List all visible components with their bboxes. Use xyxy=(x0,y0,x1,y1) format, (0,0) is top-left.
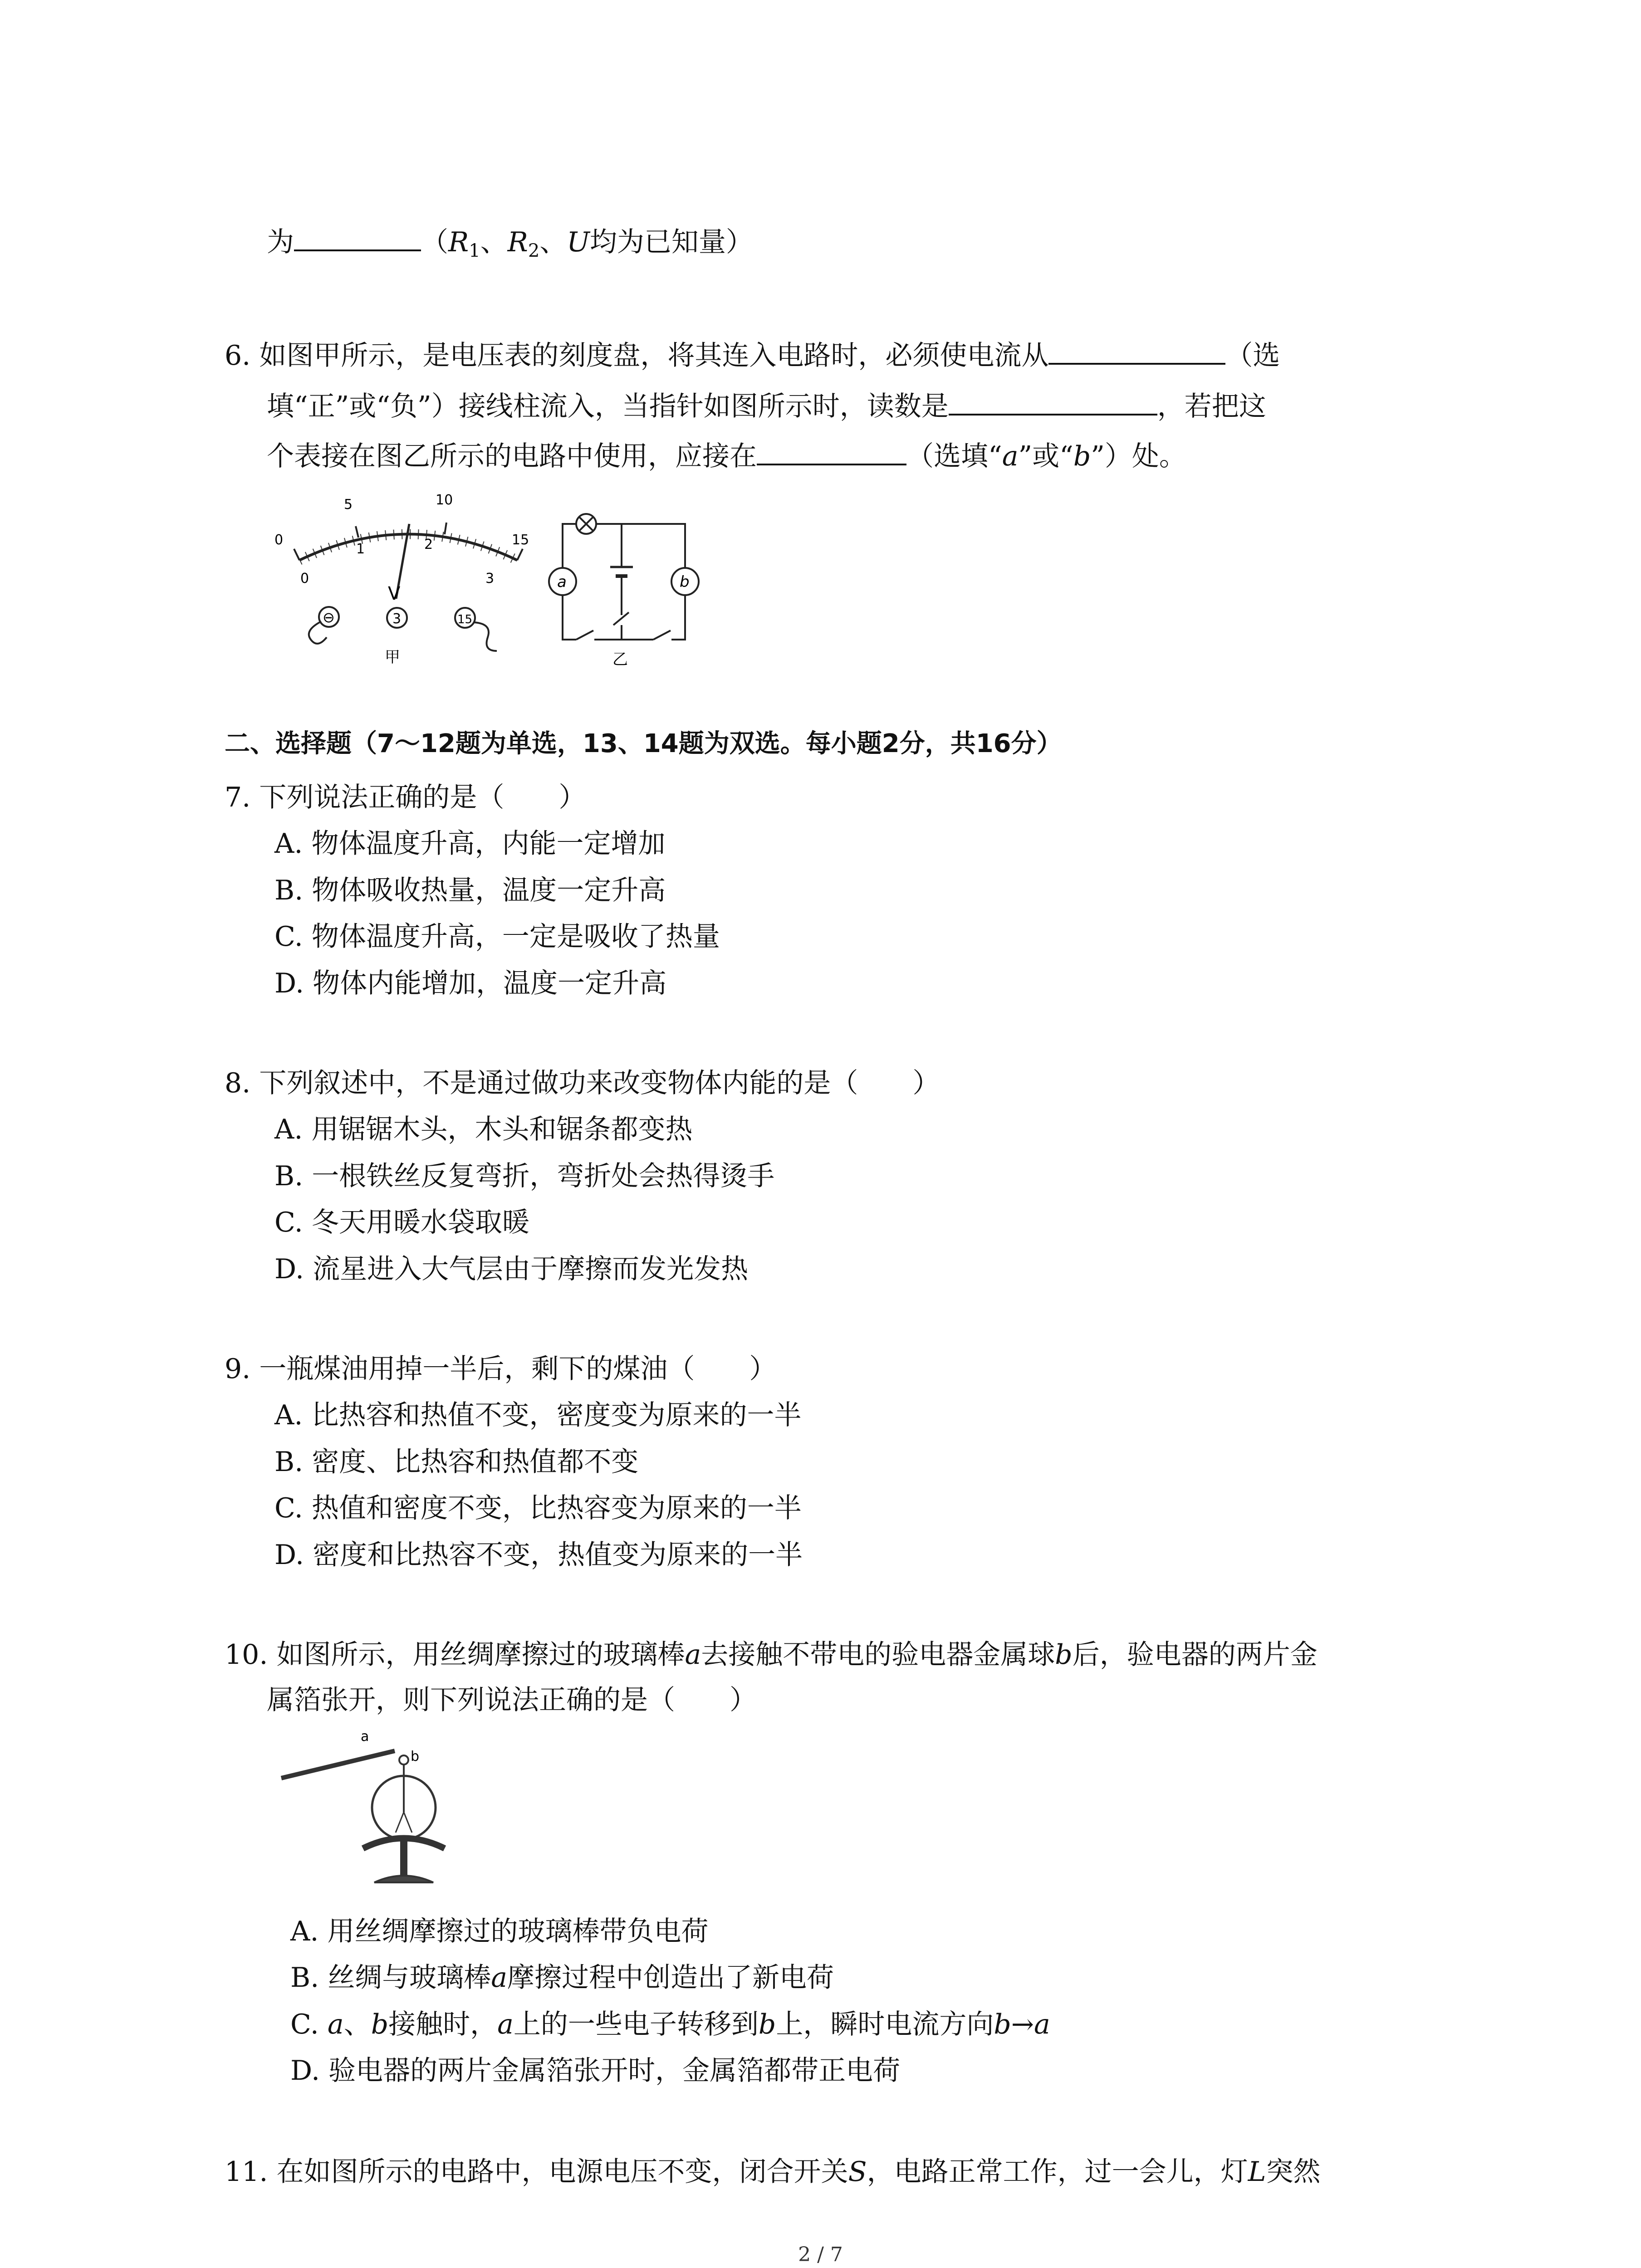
q5-blank xyxy=(294,222,421,251)
meter-symbol: V xyxy=(388,583,401,604)
q9-option-d: D. 密度和比热容不变，热值变为原来的一半 xyxy=(274,1539,803,1571)
q10-text: 10. 如图所示，用丝绸摩擦过的玻璃棒 xyxy=(225,1639,685,1671)
arrow-icon: → xyxy=(1011,2009,1034,2040)
q10-var: b xyxy=(371,2009,389,2040)
metal-ball xyxy=(399,1755,408,1765)
q5-known: 均为已知量） xyxy=(589,226,753,258)
q7-option-a: A. 物体温度升高，内能一定增加 xyxy=(274,828,666,860)
q10-var: a xyxy=(497,2009,514,2040)
q8-option-a: A. 用锯锯木头，木头和锯条都变热 xyxy=(274,1114,693,1145)
q5-sep: 、 xyxy=(480,226,508,258)
q7-option-d: D. 物体内能增加，温度一定升高 xyxy=(274,968,667,999)
q6-text: 个表接在图乙所示的电路中使用，应接在 xyxy=(267,440,757,472)
q6-text: ”或“ xyxy=(1018,440,1073,472)
scale-bottom-3: 3 xyxy=(485,571,495,587)
q10-option-b xyxy=(290,1960,834,1996)
q9-option-c: C. 热值和密度不变，比热容变为原来的一半 xyxy=(274,1492,802,1524)
q6-line-1 xyxy=(225,336,1280,374)
ball-label-b: b xyxy=(411,1749,420,1765)
q7-option-c: C. 物体温度升高，一定是吸收了热量 xyxy=(274,921,720,953)
q5-r2-sub: 2 xyxy=(528,240,540,261)
q5-r1: R xyxy=(448,226,469,258)
q8-option-d: D. 流星进入大气层由于摩擦而发光发热 xyxy=(274,1253,749,1285)
q6-text: 填“正”或“负”）接线柱流入，当指针如图所示时，读数是 xyxy=(267,391,949,422)
q5-prefix: 为 xyxy=(267,226,294,258)
q10-stem-line-1 xyxy=(225,1637,1318,1673)
page-number: 2 / 7 xyxy=(798,2243,843,2266)
scale-top-15: 15 xyxy=(512,532,529,548)
scale-top-10: 10 xyxy=(436,492,453,508)
q5-sep: 、 xyxy=(539,226,567,258)
scale-top-5: 5 xyxy=(344,497,353,513)
circuit-figure xyxy=(549,514,699,669)
figure-label-jia: 甲 xyxy=(385,648,400,666)
q10-text: 、 xyxy=(343,2009,371,2040)
q11-text: ，电路正常工作，过一会儿，灯 xyxy=(867,2156,1248,2188)
q10-text: 上，瞬时电流方向 xyxy=(776,2009,994,2040)
q11-var: S xyxy=(848,2156,867,2188)
q10-var: b xyxy=(1055,1639,1073,1671)
q6-text: ，若把这 xyxy=(1157,391,1266,422)
q5-r1-sub: 1 xyxy=(469,240,480,261)
q10-text: C. xyxy=(290,2009,328,2040)
scale-top-0: 0 xyxy=(274,532,284,548)
q11-stem xyxy=(225,2154,1320,2190)
q6-opt-b: b xyxy=(1073,440,1091,472)
q11-text: 突然 xyxy=(1266,2156,1321,2188)
foil-leaf xyxy=(396,1812,404,1833)
q10-electroscope-figure xyxy=(277,1728,467,1901)
q10-option-a: A. 用丝绸摩擦过的玻璃棒带负电荷 xyxy=(290,1916,709,1947)
meter-a-label: a xyxy=(557,573,567,591)
q11-text: 11. 在如图所示的电路中，电源电压不变，闭合开关 xyxy=(225,2156,848,2188)
q5-u: U xyxy=(567,226,590,258)
section-title: 二、选择题（7～12题为单选，13、14题为双选。每小题2分，共16分） xyxy=(225,729,1062,758)
q10-var: a xyxy=(685,1639,701,1671)
q6-blank-2 xyxy=(949,386,1157,415)
q10-text: 接触时， xyxy=(388,2009,498,2040)
glass-rod xyxy=(281,1751,395,1778)
terminal-15-label: 15 xyxy=(457,613,473,626)
q8-option-b: B. 一根铁丝反复弯折，弯折处会热得烫手 xyxy=(274,1160,775,1192)
q8-option-c: C. 冬天用暖水袋取暖 xyxy=(274,1207,529,1238)
q11-var: L xyxy=(1248,2156,1266,2188)
q8-stem: 8. 下列叙述中，不是通过做功来改变物体内能的是（ ） xyxy=(225,1067,940,1099)
q6-figure xyxy=(263,481,744,671)
voltmeter-dial-figure xyxy=(274,492,529,666)
q10-option-d: D. 验电器的两片金属箔张开时，金属箔都带正电荷 xyxy=(290,2055,901,2087)
q5-answer-line xyxy=(267,222,753,269)
q6-blank-3 xyxy=(757,436,906,465)
q10-text: 摩擦过程中创造出了新电荷 xyxy=(507,1962,834,1994)
q6-text: （选 xyxy=(1225,340,1280,371)
terminal-3-label: 3 xyxy=(392,611,402,627)
q6-blank-1 xyxy=(1048,336,1225,365)
q6-text: ”）处。 xyxy=(1091,440,1186,472)
q6-text: （选填“ xyxy=(906,440,1002,472)
q10-var: b xyxy=(994,2009,1011,2040)
q10-text: 后，验电器的两片金 xyxy=(1072,1639,1318,1671)
foil-leaf xyxy=(404,1812,412,1833)
q10-text: 上的一些电子转移到 xyxy=(513,2009,759,2040)
q9-option-b: B. 密度、比热容和热值都不变 xyxy=(274,1446,639,1478)
q6-text: 6. 如图甲所示，是电压表的刻度盘，将其连入电路时，必须使电流从 xyxy=(225,340,1049,371)
q10-stem-line-2: 属箔张开，则下列说法正确的是（ ） xyxy=(267,1684,757,1716)
q10-option-c xyxy=(290,2006,1050,2043)
q10-text: 去接触不带电的验电器金属球 xyxy=(701,1639,1055,1671)
q9-stem: 9. 一瓶煤油用掉一半后，剩下的煤油（ ） xyxy=(225,1353,777,1385)
scale-bottom-0: 0 xyxy=(300,571,309,587)
q10-text: B. 丝绸与玻璃棒 xyxy=(290,1962,491,1994)
q6-opt-a: a xyxy=(1002,440,1019,472)
q5-r2: R xyxy=(507,226,528,258)
q7-stem: 7. 下列说法正确的是（ ） xyxy=(225,782,586,813)
q10-var: a xyxy=(491,1962,508,1994)
q10-var: b xyxy=(758,2009,776,2040)
q7-option-b: B. 物体吸收热量，温度一定升高 xyxy=(274,875,666,906)
q6-line-2 xyxy=(267,386,1266,425)
q10-var: a xyxy=(327,2009,344,2040)
rod-label-a: a xyxy=(361,1729,369,1745)
q6-line-3 xyxy=(267,436,1186,474)
meter-b-label: b xyxy=(680,573,690,591)
figure-label-yi: 乙 xyxy=(612,650,628,669)
scale-bottom-2: 2 xyxy=(424,537,433,552)
negative-terminal-label: ⊖ xyxy=(323,609,335,626)
q9-option-a: A. 比热容和热值不变，密度变为原来的一半 xyxy=(274,1399,802,1431)
scale-bottom-1: 1 xyxy=(356,541,365,557)
q5-paren: （ xyxy=(421,226,448,258)
q10-var: a xyxy=(1034,2009,1050,2040)
